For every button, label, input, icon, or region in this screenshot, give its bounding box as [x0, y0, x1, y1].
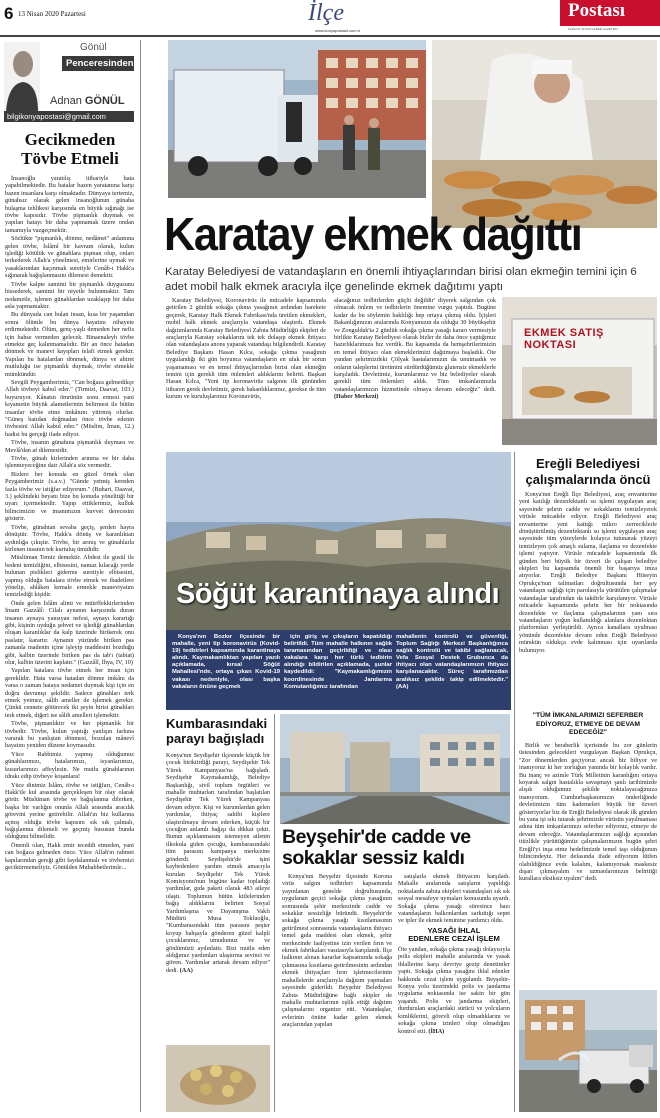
sogut-col2 — [284, 634, 392, 708]
eregli-text: Birlik ve beraberlik içerisinde bu zor günlerin üstesinden gelecekleri vurgulayan Başkan Oprukçu, "Zor dönemlerden geçiyoruz ancak biz biliyor ve inanıyoruz ki her zorluğun yanında bir kolaylık vardır. Bu inanç ve azimle Türk Milletinin karanlığını ortaya koyarak salgın hastalıkla savaşmayı şanlı tarihimizde alışık olduğumuz şekilde noktalayacağımıza inanıyorum. Cumhurbaşkanımızın önderliğinde devletimizin tüm kademeleri büyük bir özveri gösteriyorlar biz de Ereğli Belediyesi olarak ilk günden bu yana işi sıkı tutarak şehrimizde virüsün yayılmaması adına tüm imkanlarımızı seferber ediyoruz, etmeye de devam edeceğiz. Vatandaşlarımızın sağlığı açısından titizlikle yürüttüğümüz çalışmalarımızın bugün şehri Ereğli'yi inşa etme hedefimizde temel taşı olduğunun bilincindeyiz. Her defasında ifade ediyorum lütfen olabildiğince evde kalalım, kalamıyorsak maskesiz dışarı çıkmayalım ve uzmanlarımızın belirttiği kurallara eksiksiz uyalım" dedi. — [519, 742, 657, 883]
column-paragraph: Yapılan hatalara tövbe etmek her insan için gereklidir. Hata varsa hatadan dönme imkânı da varsa o zaman hataya nedamet duymak kişi için en doğru davranışı şekildir. Sadece günahları terk etmek yetmez, sâlih ameller de işlemek gerekir. Çünkü cennete götürecek iki şeyin birisi günahları terk etmek, diğeri ise sâlih amelleri işlemektir. — [5, 667, 134, 719]
sogut-byline: (AA) — [396, 683, 409, 690]
photo-bread-worker — [432, 40, 657, 228]
beysehir-text: Öte yandan, sokağa çıkma yasağı dolayısıyla polis ekipleri mahalle aralarında ve yasak ihlallerine karşı devriye gezip denetimler yaptı. Sokağa çıkma yasağını ihlal edenler hakkında cezai işlem uygulandı. Beyşehir-Konya yolu üzerindeki polis ve jandarma uygulama noktasında ise sakin bir gün yaşandı. Polis ve jandarma ekipleri, durdurulan araçlardaki sürücü ve yolcuların kimliklerini, görevli olup olmadıklarını ve sokağa çıkma izinleri olup olmadığını kontrol etti. — [398, 946, 510, 1035]
photo-bread-truck — [168, 40, 426, 198]
columnist-photo — [4, 42, 40, 112]
kumbara-headline-line2: parayı bağışladı — [166, 731, 265, 746]
issue-date: 13 Nisan 2020 Pazartesi — [18, 10, 86, 18]
column-paragraph: Yüce dinimiz İslâm, tövbe ve istiğfarı, Cenâb-ı Hakk'ile kul arasında gerçekleşen bir olay olarak görür. Müslüman tövbe ve bağışlanma dilerken, başka bir varlığın onunla Allah arasında aracılık görevini yerine getirebilir. Allah'ın biz kullarına açmış olduğu tövbe kapısını sık sık çalmalı, bağışlanma dilemeli ve geçmiş hususun bunda olduğunu bilmelidir. — [5, 781, 134, 841]
eregli-headline-line2: çalışmalarında öncü — [525, 472, 651, 487]
right-column-divider — [514, 452, 515, 1112]
masthead-brand — [560, 0, 660, 26]
columnist-email-bar — [4, 111, 134, 122]
beysehir-headline-line2: sokaklar sessiz kaldı — [282, 847, 465, 869]
column-body — [5, 175, 134, 1107]
column-paragraph: Tövbe, pişmanlıktır ve her pişmanlık bir tövbedir. Tövbe, kulun yaptığı yanlışın farkına vararak bu yanlıştan dönmesi, bozulan mânevî hayatını yeniden düzene koymasıdır. — [5, 720, 134, 750]
beysehir-text: satışlarla ekmek ihtiyacını karşıladı. Mahalle aralarında satışların yapıldığı noktalarda zabıta ekipleri vatandaşları sık sık sosyal mesafeye uymaları konusunda uyardı. Sokağa çıkma yasağı süresince bazı vatandaşların balkonlardan sarkıttığı sepet ve ipler ile ekmek teminine yardımcı oldu. — [398, 873, 510, 925]
beysehir-subhead — [398, 927, 510, 944]
column-paragraph: Önde gelen İslâm alimi ve müteffekkirlerinden İmam Gazzâlî: Cilalı aynanın karşısında duran insanın aynaya yansıyan nefesi, aynayı karartığı gibi, kişinin uyduğu şehvet ve işlediği günahlardan oluşan karanlıklar da kalp üzerinde birikerek onu paslatır, karartır. Aynanın yüzünde biriken pas zamanla madenin içine işleyip maddesini bozduğu gibi, kalbin üzerinde biriken pas da tab'ı (tabiat) olur, kalbin üzerini kaplatır." (Gazzâlî, İhya, IV, 10) — [5, 599, 134, 666]
eregli-body — [519, 491, 657, 711]
truck-sign: EKMEK SATIŞ NOKTASI — [524, 327, 604, 351]
beysehir-subhead-line1: YASAĞI İHLAL — [427, 925, 481, 935]
sogut-headline: Söğüt karantinaya alındı — [176, 578, 500, 610]
beysehir-col2 — [398, 873, 510, 1111]
masthead-subtitle: GÜNLÜK SİYASİ HABER GAZETESİ — [568, 27, 618, 31]
header-rule — [0, 35, 660, 37]
eregli-subhead: "TÜM İMKANLARIMIZI SEFERBER EDİYORUZ, ETMEYE DE DEVAM EDECEĞİZ" — [532, 712, 644, 736]
column-paragraph: Bu dünyada can bulan insan, kısa bir yaşamdan sonra ölümle bu dünya hayatını nihayete erdirmektedir. Ölüm, genç-yaşlı demeden her nefis için bahse vermeden gelecek. Binaenaleyh tövbe etmekte geç kalınmamalıdır. Bir an önce hatadan dönmek ve manevi kayıpları telafi etmek gerekir. Yapılan bu hatalardan dönmek, dünya ve ahiret mutluluğu ise pişmanlık duymak, tövbe etmekle mümkündür. — [5, 311, 134, 378]
columnist-name — [50, 95, 125, 107]
main-byline: (Haber Merkezi) — [334, 393, 379, 401]
kumbara-body — [166, 752, 270, 1042]
photo-ekmek-truck — [502, 297, 657, 445]
main-deck: Karatay Belediyesi de vatandaşların en önemli ihtiyaçlarından birisi olan ekmeğin temini için 6 adet mobil halk ekmek aracıyla ilçe genelinde ekmek dağıtımı yaptı — [165, 266, 637, 293]
photo-coin-bank — [166, 1045, 270, 1112]
column-label-box — [62, 56, 134, 71]
kumbara-headline — [166, 716, 270, 746]
main-body-col1 — [166, 297, 326, 447]
site-url: www.konyapostasi.com.tr — [315, 28, 361, 33]
beysehir-text: Konya'nın Beyşehir ilçesinde Korona virüs salgını tedbirleri kapsamında yayınlanan genelde doğrultusunda, uygulanan geçici sokağa çıkma yasağının sonrasında şehir merkezinde cadde ve sokaklar sessizliğe büründü. Beyşehir'de sokağa çıkma yasağı kısıtlamasının getirilmesi sonrasında vatandaşların ihtiyacı temel gıda maddesi olan ekmek, şehir merkezinde faaliyetine izin verilen fırın ve ekmek fabrikaları vasıtasıyla karşılandı. İlçe halkının alınan kararlar kapsamında sokağa çıkmasına kısıtlama getirilmesinin ardından ekmek ihtiyaçları fırın işletmecilerinin mahallelerde araçlarıyla dağıtım yapmaları sayesinde giderildi. Beyşehir Belediyesi Zabıta Müdürlüğüne bağlı ekipler de mahalle muhtarlarının eşlik ettiği dağıtım çalışmalarını organize etti. Vatandaşlar, evlerinin önüne kadar gelen ekmek araçlarından yapılan — [282, 873, 392, 1029]
kumbara-headline-line1: Kumbarasındaki — [166, 716, 268, 731]
sogut-text: mahallenin kontrolü ve güvenliği, Toplum Sağlığı Merkezi Başkanlığınca sağlık kontrolü ve takibi sağlanacak, Vefa Sosyal Destek Grubunca da ihtiyacı olan vatandaşlarımızın ihtiyacı karşılanacaktır. Süreç tarafımızdan aralıksız şekilde takip edilmektedir." — [396, 634, 508, 683]
photo-eregli-vehicle — [519, 990, 657, 1112]
main-body-col2 — [334, 297, 496, 447]
columnist-last-name: GÖNÜL — [84, 95, 125, 107]
main-headline: Karatay ekmek dağıttı — [164, 208, 582, 260]
column-headline — [4, 130, 136, 168]
beysehir-subhead-line2: EDENLERE CEZAİ İŞLEM — [408, 934, 500, 944]
eregli-headline — [518, 456, 658, 488]
column-paragraph: Müslüman Temiz demektir. Abdest ile gusül ile bedeni temizliğini, elbisesini, namaz kılacağı yerde bulunan pislikleri giderme suretiyle elbisesini, yapmış olduğu hatalara tövbe etmek ve ibadetlere yönelip, ahlâken kemale ermekle maneviyatını temizlediği kişidir. — [5, 554, 134, 599]
page-number: 6 — [4, 4, 14, 23]
eregli-body2 — [519, 742, 657, 984]
masthead-brand-text: Postası — [568, 0, 625, 21]
column-headline-line1: Gecikmeden — [24, 130, 116, 149]
kumbara-divider — [274, 714, 275, 1112]
column-divider — [140, 40, 141, 1112]
sogut-col3 — [396, 634, 508, 708]
photo-beysehir-street — [280, 714, 510, 824]
sogut-text: Konya'nın Bozkır ilçesinde bir mahalle, yeni tip koronavirüs (Kovid-19) tedbirleri kapsamında karantinaya alındı. Kaymakamlıktan yapılan yazılı açıklamada, kırsal Söğüt Mahallesi'nde, ortaya çıkan Kovid-19 vakası nedeniyle, olası başka vakaların önüne geçmek — [172, 634, 280, 690]
column-label-line1: Gönül — [80, 42, 107, 53]
column-headline-line2: Tövbe Etmeli — [21, 149, 119, 168]
beysehir-col1 — [282, 873, 392, 1111]
column-paragraph: Sevgili Peygamberimiz, "Can boğaza gelmedikçe Allah tövbeyi kabul eder." (Tirmizi, Daavat, 103.) buyuruyor. Kânatın ömrünün sonu ermesi yani kıyametin büyük alametlerinin belirmesi ile bütün insanlar tövbe etme imkânını yitirmiş olurlar. "Güneş batıdan doğmadan önce tövbe edenin tövbesini Allah kabul eder." (Müslim, İman, 12.) hadisi bu gerçeği ifade ediyor. — [5, 378, 134, 438]
column-label-line2: Penceresinden — [66, 58, 134, 69]
column-paragraph: Tövbe, günahtan sevaba geçiş, şerden hayra dönüştür. Tövbe, Hakk'a dönüş ve karanlıktan aydınlığa çıkıştır. Tövbe, bir arınış ve günahlarla kirlenen insanın tek kurtuluş ümididir. — [5, 523, 134, 553]
column-paragraph: Tövbe kalpte samimi bir pişmanlık duygusunu hissederek, samimi bir niyetle bulunmaktır. Tam nedametle, işlenen günahlardan uzaklaşıp bir daha asla yapmamaktır. — [5, 280, 134, 310]
main-body-text: Karatay Belediyesi, Koronavirüs ile mücadele kapsamında getirilen 2 günlük sokağa çıkma yasağının ardından harekete geçerek, Karatay Halk Ekmek Fabrikası'nda üretilen ekmekleri, mobil halk ekmek araçlarıyla vatandaşa ulaştırdı. Ekmek dağıtımlarında Karatay Belediyesi Zabıta Müdürlüğü ekipleri de araçlarıyla Karatay sokaklarını tek tek dolaşıp ekmek ihtiyacı olan vatandaşlara anons yaparak vatandaşı bilgilendirdi. Karatay Belediye Başkanı Hasan Kılca, sokağa çıkma yasağının uygulandığı iki gün boyunca vatandaşların en ufak bir sorun yaşamaması ve en temel ihtiyaçlarından birisi olan ekmeğin temini için gerekli tüm önlemleri aldıklarını belirtti. Başkan Hasan Kılca, "Yeni tip koronavirüs salgının ilk gününden itibaren gerek devletimiz, gerek bakanlıklarımız, gerekse de tüm kurum ve kuruluşlarımız Koronavirüs, — [166, 297, 326, 401]
column-paragraph: Bizlere her konuda en güzel örnek olan Peygamberimiz (s.a.v.) "Günde yetmiş kereden fazla tövbe ve istiğfar ediyorum." (Buhari, Daavat, 3.) şeklindeki beyanı bize bu konuda yönelttiği bir uyarı içermektedir. Yapıp ettiklerimiz, kulluk bilincimizin ve imanımızın kuvvet derecesini gösterir. — [5, 470, 134, 523]
beysehir-headline — [282, 827, 510, 869]
main-body-text: alacağımız tedbirlerden güçlü değildir' diyerek salgından çok olmacak önlem ve tedbirlerin önemine vurgu yaptıdı. Bugüne kadar da bu söylemin haklılığı hep ortaya çıkmış oldu. İçişleri Bakanlığımızın aralarında Konyamızın da olduğu 30 büyükşehir ve Zonguldak'ta 2 günlük sokağa çıkma yasağı kararı vermesiyle birlikte Karatay Belediyesi olarak bizler de daha önce yaptığımız hazırlıklarımıza hız verdik. Bu kapsamda da hemşehrilerimizin en temel ihtiyacı olan ekmeklerimizi dağıtmaya başladık. Öte yandan şehrimizdeki Çölyak hastalarımızın da unutmadık ve onların taleplerini üretimini sürdürdüğümüz glutensiz ekmeklerle karşıladık. Devletimiz, kurumlarımız ve biz belediyeler olarak gerekli tüm önlemleri aldık. Tüm imkanlarımızla vatandaşlarımızın hizmetinde olmaya devam edeceğiz" dedi. — [334, 297, 496, 393]
column-paragraph: Tövbe, insanın günahına pişmanlık duyması ve Mevlâ'dan af dilemesidir. — [5, 439, 134, 454]
column-paragraph: Yüce Rabbimiz yapmış olduğumuz günahlarımızı, hatalarımızı, isyanlarımızı, kusurlarımızı affeylesin. Ne mutlu günahlarının idrakı edip tövbeye koşanlara! — [5, 750, 134, 781]
column-paragraph: Sözlükte "pişmanlık, dönme, nedâmet" anlamına gelen tövbe, İslâmî bir kavram olarak, kulun işlediği kötülük ve günahlara pişman olup, onları terkederek Allah'a yönelmesi, emirlerine uymak ve yasaklarından kaçınmak suretiyle Cenâb-ı Hakk'a sığınarak bağışlanmasını dilemesi demektir. — [5, 235, 134, 280]
columnist-email: bilgikonyapostasi@gmail.com — [7, 112, 106, 121]
beysehir-headline-line1: Beyşehir'de cadde ve — [282, 826, 471, 848]
sogut-text: için giriş ve çıkışların kapatıldığı belirtildi. Tüm mahalle halkının sağlık taramasından geçirildiği ve olası vakalara karşı her türlü tedbirin alındığı bildirilen açıklamada, şunlar kaydedildi: "Kaymakamlığımızın koordinesinde Jandarma Komutanlığımız tarafından — [284, 634, 392, 690]
column-paragraph: Tövbe, günah kirlerinden arınma ve bir daha işlenmeyeceğine dair Allah'a söz vermedir. — [5, 455, 134, 470]
column-paragraph: İnsanoğlu yaratılış itibariyle hata yapabilmektedir. Bu hatalar bazen yaratanına karşı bazen insanlara karşı olmaktadır. Dünyaya tertemiz, günahsız olarak gelen insanoğlunun günaha bulaşma tehlikesi karşısında en büyük sığınağı ise tövbe kapısıdır. Tövbe pişmanlık duymak ve yapılan hatayı bir daha yapmamak üzere ondan tamamıyla vazgeçmektir. — [5, 175, 134, 234]
kumbara-byline: (AA) — [179, 966, 193, 974]
eregli-text: Konya'nın Ereğli İlçe Belediyesi, araç envanterine yeni katılığı dezenfektanlı su işlemi uygulayan araç sayesinde şehrin cadde ve sokaklarını temizleyerek virüsle mücadele ediyor. Ereğli Belediyesi araç envanterine yeni kattığı mikro zerreciklerle dönüştürülmüş dezenfektanlı su işlemi uygulayan araç sayesinde tüm yüzeylerde kolayca tutunarak yüzeyi temizleyen çok amaçlı sulama, ilaçlama ve dezenfekte işlemi yapıyor. Virüsle mücadele kapsamında ilk günden beri büyük bir özveri ile çalışan belediye ekipleri bu kapsamda önemli bir başarıya imza atıyorlar. Ereğli Belediye Başkanı Hüseyin Oprukçu'nun talimatları doğrultusunda her şey vatandaşın sağlığı için parolasıyla yürütülen çalışmalar vatandaşlar tarafından da takdirle karşılanıyor. Virüsle mücadele kapsamında şehrin her bir noktasında dezenfekte ve ilaçlama çalışmalarının yanı sıra vatandaşların yoğun kullanıldığı alanlara dezenfektan platformları yerleştirildi. Ayrıca kanallara uyulması yönünde dezenfekte devam eden Ereğli Belediyesi mümkün oldukça evde kalınması için uyarılarda bulunuyor. — [519, 491, 657, 654]
columnist-first-name: Adnan — [50, 95, 82, 107]
column-paragraph: Önemli olan, Hakk emir teceddi etmeden, yani can boğaza gelmeden önce. Yüce Allah'ın rahmet kapılarından gereği gibi faydalanmalı ve tövbemizi geciktirmemeliyiz. Gönülden Muhabbetlerimle... — [5, 841, 134, 871]
eregli-headline-line1: Ereğli Belediyesi — [535, 456, 641, 471]
sogut-col1 — [172, 634, 280, 708]
beysehir-byline: (İHA) — [428, 1027, 445, 1035]
section-title: İlçe — [308, 0, 344, 26]
kumbara-text: Konya'nın Seydişehir ilçesinde küçük bir çocuk biriktirdiği parayı, Seydişehir Tek Yürek Kampanyası'na bağışladı. Seydişehir Kaymakamlığı, Belediye Başkanlığı, sivil toplum örgütleri ve mahalle muhtarları tarafından başlatılan Seydişehir Tek Yürek Kampanyası devam ediyor. Kişi ve kurumlardan gelen yardımlar, ihtiyaç sahibi kişilere ulaştırılmaya devam ederken, küçük bir çocuğun anlamlı bağışı da dikkat çekti. Bunun açıklanmasını istemeyen ailenin ilkokula giden çocuğu, kumbarasındaki tüm parasını kampanya merkezine gönderdi. Seydişehir'de işini kaybedenlere yardım etmek amacıyla kurulan Seydişehir Tek Yürek Komisyonu'nun bugüne kadar topladığı yardımlar, gıda paketi olarak 483 aileye ulaştı. Toplumun bütün kitlelerinden bağış aldıklarını belirten Sosyal Yardımlaşma ve Dayanışma Vakfı Müdürü Musa Tokluoğlu, "Kumbarasındaki tüm parasını peşter koyup bahşayla gönderen güzel kalpli çocuklarımız, umudumuz ve ve gönlümüzü aydınlattı. Bizi mutlu eden aldığımız yardımları ulaştırma sevinci ve güven. Yardımlar artarak devam ediyor" dedi. — [166, 752, 270, 974]
